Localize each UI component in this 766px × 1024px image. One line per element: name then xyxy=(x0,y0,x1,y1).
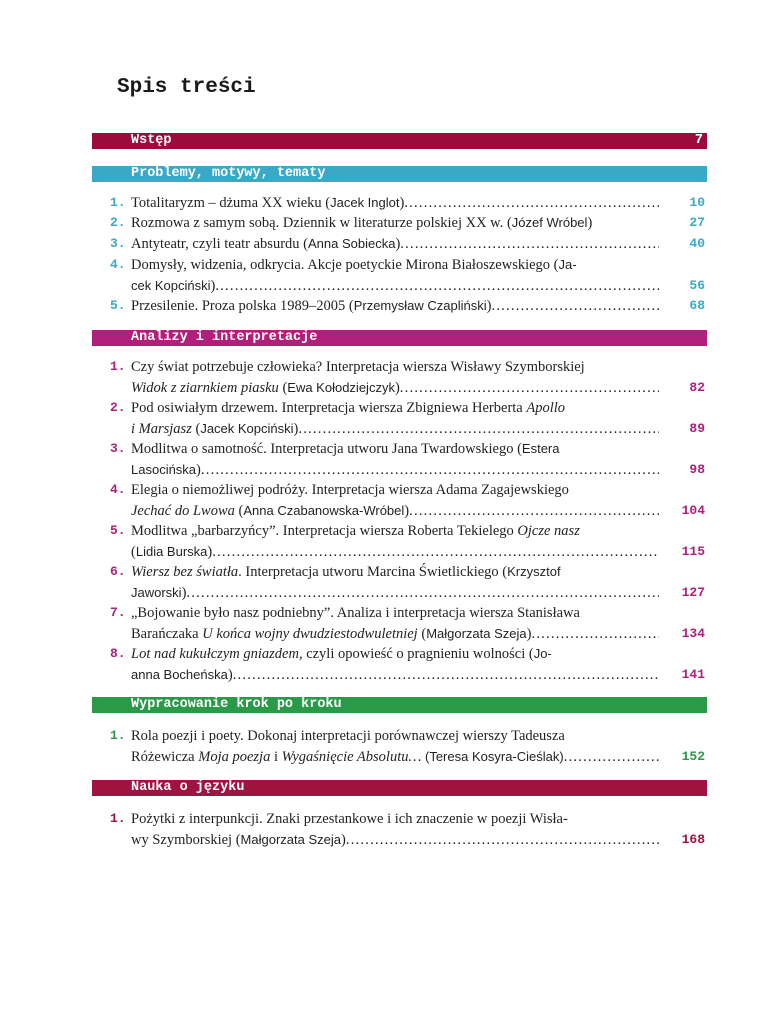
entry-text: ) xyxy=(341,831,346,848)
section-bar-wstep[interactable] xyxy=(92,133,707,149)
entry-number: 6. xyxy=(110,564,126,579)
entry-work-title: i Marsjasz xyxy=(131,420,192,437)
entry-text: ) xyxy=(526,625,532,642)
section-bar-wypracowanie xyxy=(92,697,707,713)
toc-entry[interactable] xyxy=(0,562,766,604)
section-page: 7 xyxy=(694,133,703,148)
section-title: Problemy, motywy, tematy xyxy=(131,166,326,181)
entry-text: Pożytki z interpunkcji. Znaki przestankowe i ich znaczenie w poezji Wisła- xyxy=(131,811,568,827)
dot-leader xyxy=(409,501,659,522)
entry-text: ) xyxy=(210,277,216,294)
entry-text: Antyteatr, czyli teatr absurdu ( xyxy=(131,236,308,252)
toc-entry[interactable] xyxy=(0,234,766,255)
entry-work-title: Moja poezja xyxy=(198,748,271,765)
entry-page: 168 xyxy=(681,831,705,847)
entry-text: Różewicza xyxy=(131,748,199,765)
toc-entry[interactable] xyxy=(0,357,766,399)
entry-text: ) xyxy=(293,420,299,437)
entry-author: Teresa Kosyra-Cieślak xyxy=(429,748,560,764)
entry-work-title: Wiersz bez światła xyxy=(131,564,239,580)
entry-number: 5. xyxy=(110,298,126,313)
entry-work-title: Widok z ziarnkiem piasku xyxy=(131,379,279,396)
dot-leader xyxy=(212,542,659,563)
entry-work-title: Jechać do Lwowa xyxy=(131,502,235,519)
entry-text: Elegia o niemożliwej podróży. Interpretacja wiersza Adama Zagajewskiego xyxy=(131,482,569,498)
entry-text: ) xyxy=(181,584,187,601)
entry-text: ( xyxy=(421,748,430,764)
entry-text: ) xyxy=(394,379,400,396)
entry-text: , czyli opowieść o pragnieniu wolności ( xyxy=(298,646,534,662)
entry-number: 1. xyxy=(110,359,126,374)
entry-text: ( xyxy=(234,502,244,519)
entry-number: 1. xyxy=(110,195,126,210)
entry-text: Czy świat potrzebuje człowieka? Interpretacja wiersza Wisławy Szymborskiej xyxy=(131,359,585,375)
toc-entry[interactable] xyxy=(0,603,766,645)
entry-author: Małgorzata Szeja xyxy=(426,625,527,641)
entry-work-title: U końca wojny dwudziestodwuletniej xyxy=(202,625,418,642)
entry-author: Małgorzata Szeja xyxy=(240,831,341,847)
section-title: Wypracowanie krok po kroku xyxy=(131,697,342,712)
entry-author: Estera xyxy=(521,441,560,456)
entry-text: Barańczaka xyxy=(131,625,203,642)
entry-author: Przemysław Czapliński xyxy=(353,298,487,313)
entry-text: ) xyxy=(227,666,233,683)
entry-author: Jaworski xyxy=(131,584,182,600)
dot-leader xyxy=(400,234,659,255)
dot-leader xyxy=(186,583,659,604)
dot-leader xyxy=(404,193,659,214)
entry-number: 4. xyxy=(110,482,126,497)
entry-text: i xyxy=(270,748,282,765)
entry-text: . Interpretacja utworu Marcina Świetlickiego ( xyxy=(238,564,508,580)
dot-leader xyxy=(201,460,659,481)
section-bar-nauka xyxy=(92,780,707,796)
entry-text: Pod osiwiałym drzewem. Interpretacja wiersza Zbigniewa Herberta xyxy=(131,400,527,416)
entry-author: Jacek Kopciński xyxy=(200,420,294,436)
entry-author: Ja- xyxy=(558,257,577,272)
entry-author: Ewa Kołodziejczyk xyxy=(287,379,395,395)
entry-text: wy Szymborskiej ( xyxy=(131,831,241,848)
toc-entry[interactable] xyxy=(0,726,766,768)
entry-text: ) xyxy=(486,298,492,314)
entry-text: ) xyxy=(399,195,405,211)
entry-text: ( xyxy=(278,379,288,396)
entry-work-title: Wygaśnięcie Absolutu… xyxy=(281,748,422,765)
entry-author: Jo- xyxy=(533,646,552,661)
entry-page: 152 xyxy=(681,748,705,764)
entry-page: 115 xyxy=(681,543,705,559)
entry-page: 141 xyxy=(681,666,705,682)
entry-author: Józef Wróbel xyxy=(511,215,588,230)
entry-number: 2. xyxy=(110,400,126,415)
entry-text: ) xyxy=(207,543,213,560)
entry-work-title: Ojcze nasz xyxy=(517,523,580,539)
toc-entry[interactable] xyxy=(0,296,766,317)
dot-leader xyxy=(215,276,659,297)
toc-entry[interactable] xyxy=(0,480,766,522)
toc-entry[interactable] xyxy=(0,398,766,440)
entry-text: Modlitwa „barbarzyńcy”. Interpretacja wiersza Roberta Tekielego xyxy=(131,523,518,539)
dot-leader xyxy=(400,378,659,399)
dot-leader xyxy=(298,419,659,440)
entry-number: 2. xyxy=(110,215,126,230)
entry-text: ) xyxy=(404,502,410,519)
entry-text: ( xyxy=(417,625,427,642)
section-title: Wstęp xyxy=(131,133,172,148)
entry-page: 10 xyxy=(689,195,705,210)
toc-entry[interactable] xyxy=(0,193,766,214)
entry-text: Rola poezji i poety. Dokonaj interpretacji porównawczej wierszy Tadeusza xyxy=(131,728,565,744)
entry-page: 82 xyxy=(689,379,705,395)
entry-text: ) xyxy=(559,748,564,764)
entry-number: 1. xyxy=(110,811,126,826)
entry-text: Totalitaryzm – dżuma XX wieku ( xyxy=(131,195,331,211)
entry-text: ) xyxy=(587,215,593,231)
entry-author: Anna Czabanowska-Wróbel xyxy=(243,502,405,518)
toc-entry[interactable] xyxy=(0,644,766,686)
section-title: Nauka o języku xyxy=(131,780,245,795)
entry-page: 56 xyxy=(689,277,705,293)
entry-text: „Bojowanie było nasz podniebny”. Analiza i interpretacja wiersza Stanisława xyxy=(131,605,580,621)
entry-page: 104 xyxy=(681,502,705,518)
entry-text: Przesilenie. Proza polska 1989–2005 ( xyxy=(131,298,354,314)
entry-text: ( xyxy=(131,543,136,560)
entry-text: Rozmowa z samym sobą. Dziennik w literaturze polskiej XX w. ( xyxy=(131,215,512,231)
section-bar-analizy xyxy=(92,330,707,346)
entry-page: 89 xyxy=(689,420,705,436)
dot-leader xyxy=(491,296,659,317)
entry-number: 3. xyxy=(110,441,126,456)
entry-page: 27 xyxy=(689,215,705,230)
entry-page: 127 xyxy=(681,584,705,600)
entry-page: 98 xyxy=(689,461,705,477)
entry-author: Lasocińska xyxy=(131,461,197,477)
toc-entry[interactable] xyxy=(0,255,766,297)
entry-text: ) xyxy=(196,461,201,478)
entry-work-title: Apollo xyxy=(526,400,566,416)
entry-author: Anna Sobiecka xyxy=(307,236,396,251)
entry-number: 3. xyxy=(110,236,126,251)
entry-page: 134 xyxy=(681,625,705,641)
section-title: Analizy i interpretacje xyxy=(131,330,318,345)
entry-page: 68 xyxy=(689,298,705,313)
entry-work-title: Lot nad kukułczym gniazdem xyxy=(131,646,299,662)
entry-author: Jacek Inglot xyxy=(330,195,400,210)
entry-author: cek Kopciński xyxy=(131,277,211,293)
entry-number: 5. xyxy=(110,523,126,538)
section-bar-problemy xyxy=(92,166,707,182)
entry-text: Domysły, widzenia, odkrycia. Akcje poetyckie Mirona Białoszewskiego ( xyxy=(131,257,559,273)
dot-leader xyxy=(564,747,659,768)
toc-entry[interactable] xyxy=(0,439,766,481)
toc-entry[interactable] xyxy=(0,213,766,234)
entry-number: 8. xyxy=(110,646,126,661)
entry-number: 1. xyxy=(110,728,126,743)
entry-author: Lidia Burska xyxy=(135,543,208,559)
entry-page: 40 xyxy=(689,236,705,251)
entry-author: anna Bocheńska xyxy=(131,666,228,682)
toc-entry[interactable] xyxy=(0,521,766,563)
entry-text: Modlitwa o samotność. Interpretacja utworu Jana Twardowskiego ( xyxy=(131,441,522,457)
dot-leader xyxy=(233,665,659,686)
entry-author: Krzysztof xyxy=(507,564,561,579)
entry-number: 4. xyxy=(110,257,126,272)
entry-number: 7. xyxy=(110,605,126,620)
page-title: Spis treści xyxy=(117,76,256,99)
dot-leader xyxy=(346,830,659,851)
dot-leader xyxy=(531,624,659,645)
toc-entry[interactable] xyxy=(0,809,766,851)
entry-text: ) xyxy=(395,236,401,252)
entry-text: ( xyxy=(191,420,201,437)
